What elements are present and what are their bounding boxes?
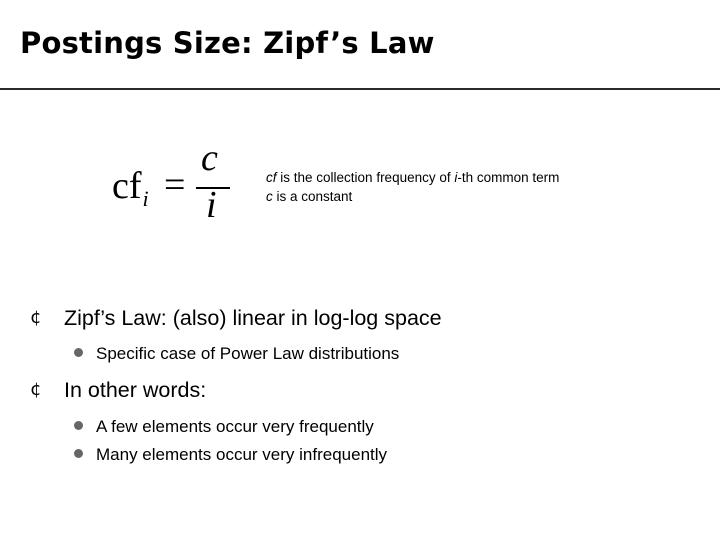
note-text-c: is a constant bbox=[272, 189, 353, 204]
dot-bullet-icon bbox=[74, 449, 83, 458]
note-term-i: i bbox=[454, 170, 458, 185]
note-term-cf: cf bbox=[266, 170, 277, 185]
ring-bullet-icon: ¢ bbox=[30, 307, 42, 328]
slide-title: Postings Size: Zipf’s Law bbox=[20, 26, 435, 60]
ring-bullet-icon: ¢ bbox=[30, 379, 42, 400]
formula-equals: = bbox=[164, 164, 186, 206]
note-term-c: c bbox=[266, 189, 273, 204]
dot-bullet-icon bbox=[74, 348, 83, 357]
dot-bullet-icon bbox=[74, 421, 83, 430]
zipf-formula bbox=[112, 137, 252, 238]
formula-subscript: i bbox=[142, 186, 149, 211]
sub-bullet-text: A few elements occur very frequently bbox=[96, 417, 374, 436]
note-line-2 bbox=[266, 187, 559, 206]
title-divider bbox=[0, 88, 720, 90]
bullet-text: In other words: bbox=[64, 378, 207, 402]
sub-bullet-text: Many elements occur very infrequently bbox=[96, 445, 388, 464]
formula-lhs bbox=[112, 164, 149, 211]
formula-note bbox=[266, 168, 559, 206]
note-text-b: -th common term bbox=[457, 170, 560, 185]
formula-denominator: i bbox=[206, 184, 217, 226]
formula-cf: cf bbox=[112, 165, 142, 207]
note-line-1 bbox=[266, 168, 559, 187]
bullet-text: Zipf’s Law: (also) linear in log-log space bbox=[64, 306, 442, 330]
sub-bullet-text: Specific case of Power Law distributions bbox=[96, 344, 400, 363]
formula-numerator: c bbox=[201, 137, 218, 179]
note-text-a: is the collection frequency of bbox=[276, 170, 455, 185]
